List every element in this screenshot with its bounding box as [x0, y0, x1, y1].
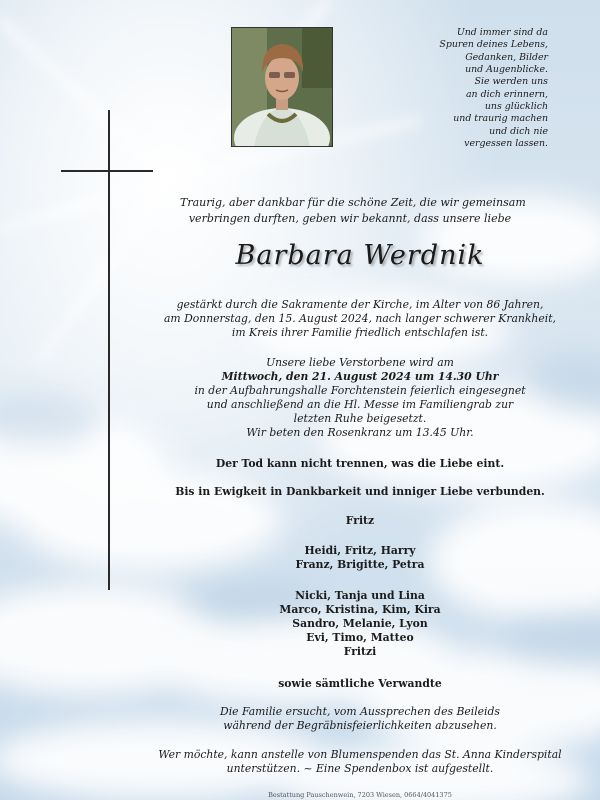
funeral-line: letzten Ruhe beigesetzt.: [293, 412, 427, 425]
poem-line: Spuren deines Lebens,: [439, 39, 548, 51]
mourner-line: Evi, Timo, Matteo: [306, 631, 414, 644]
mourner-line: Fritzi: [343, 645, 377, 658]
donation-note: [150, 748, 570, 776]
mourner-line: Heidi, Fritz, Harry: [304, 544, 416, 557]
poem-line: uns glücklich: [484, 101, 548, 113]
request-line: während der Begräbnisfeierlichkeiten abzusehen.: [223, 719, 497, 732]
funeral-date: Mittwoch, den 21. August 2024 um 14.30 Uhr: [221, 370, 499, 383]
mourner-line: Nicki, Tanja und Lina: [295, 589, 425, 602]
funeral-line: und anschließend an die Hl. Messe im Familiengrab zur: [206, 398, 514, 411]
intro-text: [180, 195, 526, 226]
mourner-line: Marco, Kristina, Kim, Kira: [279, 603, 441, 616]
quote-eternity: Bis in Ewigkeit in Dankbarkeit und inniger Liebe verbunden.: [175, 485, 545, 498]
mourner-line: Franz, Brigitte, Petra: [295, 558, 425, 571]
poem-line: Gedanken, Bilder: [465, 51, 548, 63]
mourner-spouse: Fritz: [345, 514, 375, 527]
donation-line: Wer möchte, kann anstelle von Blumenspenden das St. Anna Kinderspital: [158, 748, 562, 761]
funeral-info: [160, 356, 560, 440]
cross-vertical-bar: [108, 110, 110, 590]
poem-line: Und immer sind da: [456, 27, 548, 38]
request-line: Die Familie ersucht, vom Aussprechen des Beileids: [220, 705, 500, 718]
poem: [418, 27, 548, 150]
donation-line: unterstützen. ~ Eine Spendenbox ist aufgestellt.: [226, 762, 494, 775]
details-line: im Kreis ihrer Familie friedlich entschlafen ist.: [231, 326, 489, 339]
poem-line: und traurig machen: [453, 113, 548, 125]
deceased-name: Barbara Werdnik: [235, 240, 485, 271]
details-line: gestärkt durch die Sakramente der Kirche, im Alter von 86 Jahren,: [176, 298, 544, 311]
poem-line: Sie werden uns: [474, 76, 548, 88]
mourner-relatives: sowie sämtliche Verwandte: [278, 677, 442, 690]
funeral-line: Unsere liebe Verstorbene wird am: [266, 356, 454, 369]
details-line: am Donnerstag, den 15. August 2024, nach langer schwerer Krankheit,: [164, 312, 556, 325]
poem-line: und Augenblicke.: [465, 64, 548, 76]
funeral-home-footer: Bestattung Pauschenwein, 7203 Wiesen, 0664/4041375: [268, 791, 452, 799]
quote-love: Der Tod kann nicht trennen, was die Liebe eint.: [215, 457, 505, 470]
poem-line: und dich nie: [489, 125, 548, 137]
funeral-line: Wir beten den Rosenkranz um 13.45 Uhr.: [246, 426, 474, 439]
funeral-line: in der Aufbahrungshalle Forchtenstein feierlich eingesegnet: [194, 384, 526, 397]
intro-line: verbringen durften, geben wir bekannt, dass unsere liebe: [188, 211, 512, 225]
poem-line: an dich erinnern,: [465, 88, 548, 100]
death-details: [160, 298, 560, 340]
mourner-grandchildren: [160, 589, 560, 659]
intro-line: Traurig, aber dankbar für die schöne Zeit, die wir gemeinsam: [180, 196, 526, 209]
mourner-children: [160, 544, 560, 572]
mourner-line: Sandro, Melanie, Lyon: [292, 617, 428, 630]
cross-horizontal-bar: [61, 170, 153, 172]
poem-line: vergessen lassen.: [464, 138, 548, 150]
portrait-photo: [231, 27, 333, 147]
condolence-request: [160, 705, 560, 733]
